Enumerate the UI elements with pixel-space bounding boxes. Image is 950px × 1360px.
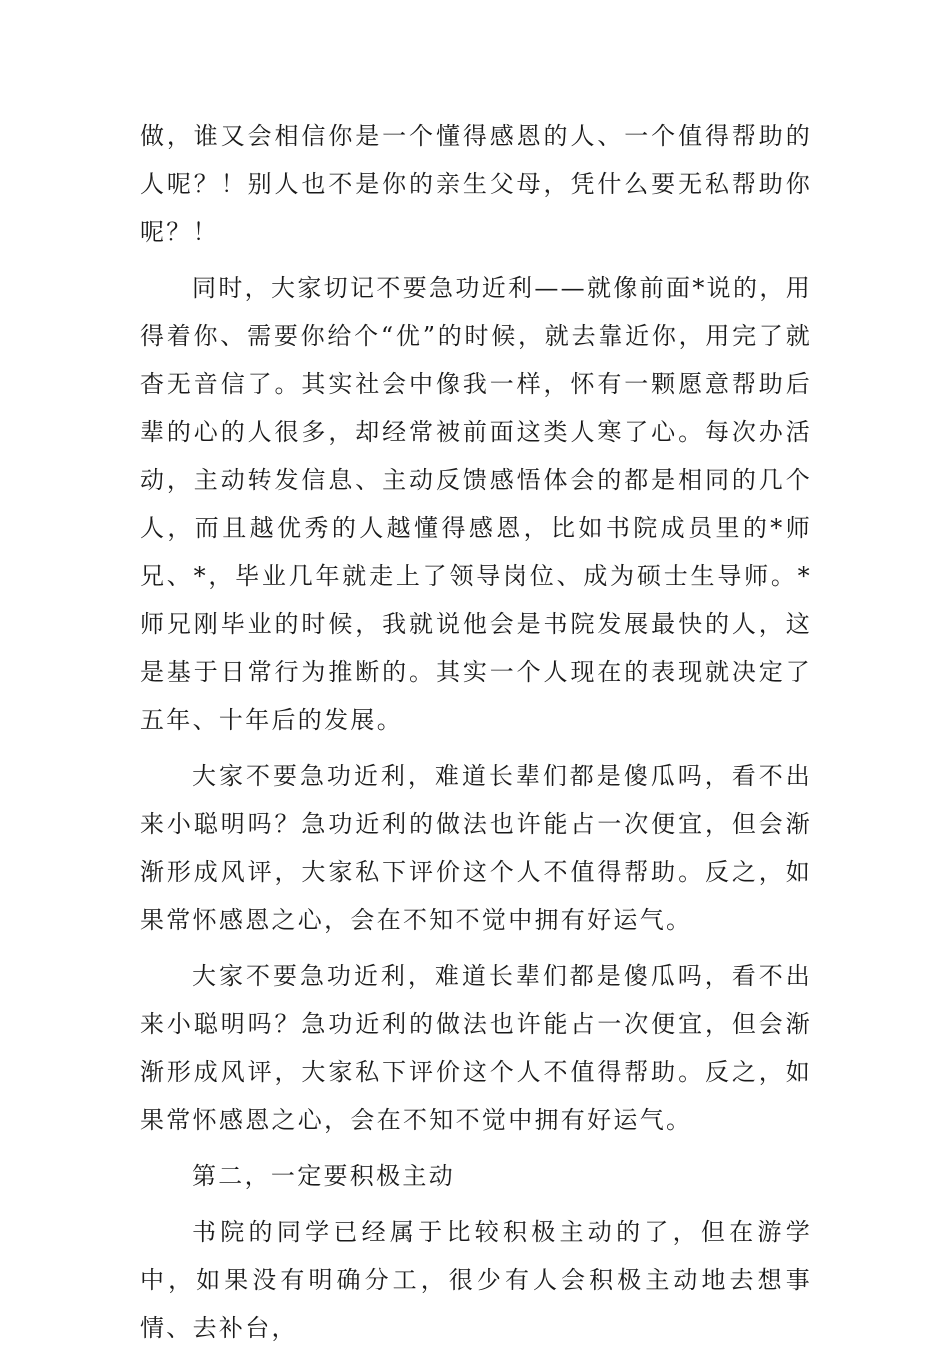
paragraph-gratitude: 大家不要急功近利，难道长辈们都是傻瓜吗，看不出来小聪明吗？急功近利的做法也许能占一次便宜，但会渐渐形成风评，大家私下评价这个人不值得帮助。反之，如果常怀感恩之心，会在不知不觉中拥有好运气。 [140, 762, 812, 934]
paragraph-gratitude-repeat: 大家不要急功近利，难道长辈们都是傻瓜吗，看不出来小聪明吗？急功近利的做法也许能占一次便宜，但会渐渐形成风评，大家私下评价这个人不值得帮助。反之，如果常怀感恩之心，会在不知不觉中拥有好运气。 [140, 962, 812, 1134]
paragraph-proactive: 书院的同学已经属于比较积极主动的了，但在游学中，如果没有明确分工，很少有人会积极主动地去想事情、去补台， [140, 1218, 812, 1342]
paragraph-avoid-opportunism: 同时，大家切记不要急功近利——就像前面*说的，用得着你、需要你给个“优”的时候，就去靠近你，用完了就杳无音信了。其实社会中像我一样，怀有一颗愿意帮助后辈的心的人很多，却经常被前面这类人寒了心。每次办活动，主动转发信息、主动反馈感悟体会的都是相同的几个人，而且越优秀的人越懂得感恩，比如书院成员里的*师兄、*，毕业几年就走上了领导岗位、成为硕士生导师。*师兄刚毕业的时候，我就说他会是书院发展最快的人，这是基于日常行为推断的。其实一个人现在的表现就决定了五年、十年后的发展。 [140, 274, 812, 734]
section-heading-second: 第二，一定要积极主动 [192, 1162, 455, 1190]
document-page [140, 112, 812, 1360]
paragraph-continuation: 做，谁又会相信你是一个懂得感恩的人、一个值得帮助的人呢？！别人也不是你的亲生父母，凭什么要无私帮助你呢？！ [140, 122, 812, 246]
